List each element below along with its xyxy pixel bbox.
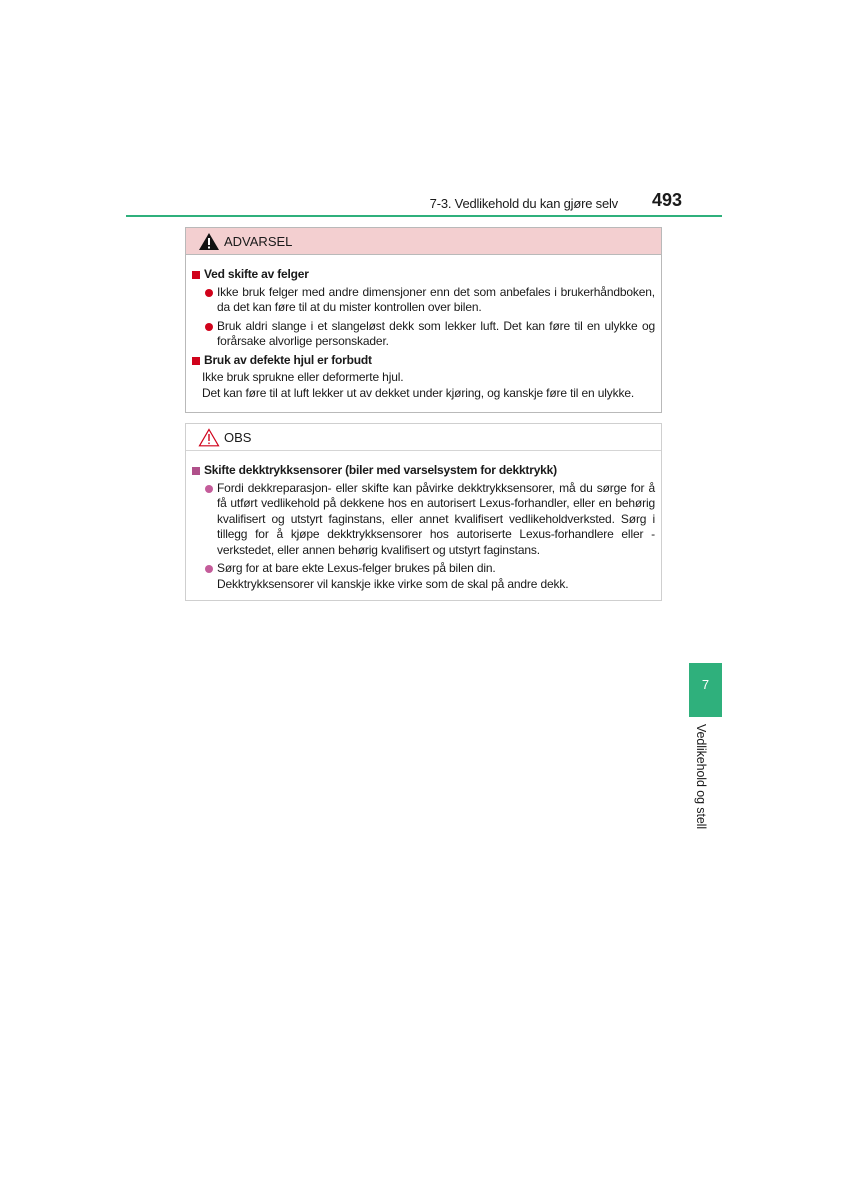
notice-heading bbox=[192, 463, 655, 479]
list-item-text: Fordi dekkreparasjon- eller skifte kan påvirke dekktrykksensorer, må du sørge for å få utført vedlikehold på dekkene hos en autorisert Lexus-forhandler, eller en behørig kvalifisert og utstyrt faginstans, eller annet kvalifisert vedlikeholdverksted. Sørg i tillegg for å kjøpe dekktrykksensorer hos autoriserte Lexus-forhandlere eller -verkstedet, eller annen behørig kvalifisert og utstyrt faginstans. bbox=[217, 480, 655, 557]
warning-triangle-icon bbox=[198, 232, 220, 251]
heading-text: Bruk av defekte hjul er forbudt bbox=[204, 352, 372, 367]
notice-body bbox=[186, 451, 661, 592]
dot-bullet-icon bbox=[205, 323, 213, 331]
warning-heading-rims bbox=[192, 267, 655, 283]
notice-label: OBS bbox=[224, 430, 252, 445]
warning-heading-defective bbox=[192, 353, 655, 369]
list-item-text bbox=[217, 561, 655, 592]
list-item bbox=[205, 561, 655, 592]
square-bullet-icon bbox=[192, 357, 200, 365]
page-header bbox=[126, 188, 722, 216]
section-title: 7-3. Vedlikehold du kan gjøre selv bbox=[429, 196, 618, 211]
caution-triangle-icon bbox=[198, 428, 220, 447]
chapter-number: 7 bbox=[701, 677, 710, 692]
warning-label: ADVARSEL bbox=[224, 234, 293, 249]
list-item-text: Ikke bruk felger med andre dimensjoner enn det som anbefales i brukerhåndboken, da det kan føre til at du mister kontrollen over bilen. bbox=[217, 284, 655, 314]
notice-header bbox=[186, 424, 661, 451]
square-bullet-icon bbox=[192, 467, 200, 475]
list-item bbox=[205, 319, 655, 350]
list-item-text: Bruk aldri slange i et slangeløst dekk som lekker luft. Det kan føre til en ulykke og forårsake alvorlige personskader. bbox=[217, 318, 655, 348]
dot-bullet-icon bbox=[205, 485, 213, 493]
dot-bullet-icon bbox=[205, 289, 213, 297]
paragraph-line: Det kan føre til at luft lekker ut av dekket under kjøring, og kanskje føre til en ulykke. bbox=[202, 385, 635, 400]
dot-bullet-icon bbox=[205, 565, 213, 573]
square-bullet-icon bbox=[192, 271, 200, 279]
notice-box bbox=[185, 423, 662, 601]
header-rule bbox=[126, 215, 722, 217]
list-item bbox=[205, 481, 655, 559]
warning-box bbox=[185, 227, 662, 413]
warning-header bbox=[186, 228, 661, 255]
chapter-caption: Vedlikehold og stell bbox=[694, 724, 708, 830]
warning-body bbox=[186, 255, 661, 401]
paragraph-line: Ikke bruk sprukne eller deformerte hjul. bbox=[202, 370, 404, 384]
heading-text: Skifte dekktrykksensorer (biler med varselsystem for dekktrykk) bbox=[204, 463, 557, 477]
page-number: 493 bbox=[651, 190, 682, 210]
list-item-note: Dekktrykksensorer vil kanskje ikke virke som de skal på andre dekk. bbox=[217, 576, 569, 591]
list-item-line: Sørg for at bare ekte Lexus-felger brukes på bilen din. bbox=[217, 561, 496, 575]
heading-text: Ved skifte av felger bbox=[204, 267, 309, 281]
list-item bbox=[205, 285, 655, 316]
chapter-tab bbox=[689, 663, 722, 717]
